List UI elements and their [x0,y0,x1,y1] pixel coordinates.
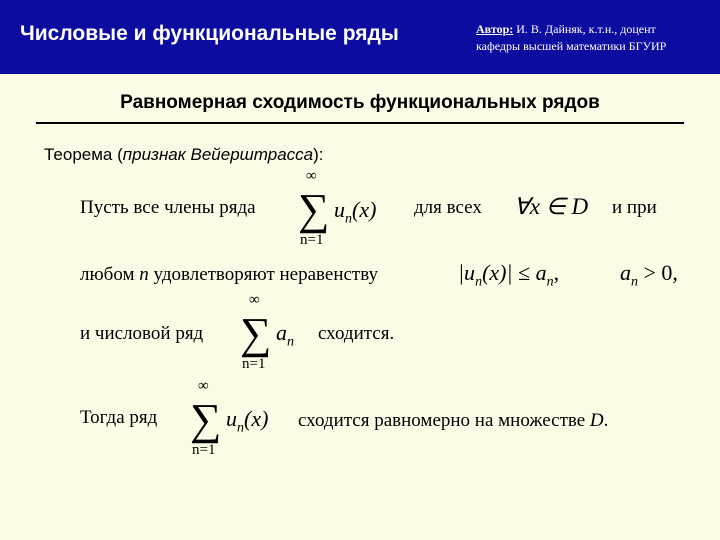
author-line1: И. В. Дайняк, к.т.н., доцент [516,22,656,36]
sum2-upper: ∞ [249,292,260,308]
sum3-sigma: ∑ [190,395,222,444]
theorem-name: признак Вейерштрасса [122,145,314,164]
line1-text-b: для всех [414,197,482,218]
divider-rule [36,122,684,124]
header-title: Числовые и функциональные ряды [20,22,399,45]
line1-text-c: и при [612,197,657,218]
author-label: Автор: [476,22,514,36]
theorem-suffix: ): [313,145,324,164]
sum1-term: $u_n(x)$ [334,197,377,227]
positivity-formula: $a_n > 0$, [620,260,678,290]
header-author [476,21,716,55]
slide-subtitle: Равномерная сходимость функциональных рядов [120,92,600,113]
line2-var: n [139,264,149,285]
sum1-lower: n=1 [300,232,324,248]
theorem-prefix: Теорема ( [44,145,123,164]
author-line2: кафедры высшей математики БГУИР [476,39,667,53]
line4-set: D [589,410,604,431]
line2-text: любом n удовлетворяют неравенству [80,264,379,285]
line1-text-a: Пусть все члены ряда [80,197,256,218]
sum2-sigma: ∑ [240,309,272,358]
forall-formula: ∀x ∈ D [514,194,589,219]
line4-text-a: Тогда ряд [80,407,158,428]
sum3-lower: n=1 [192,442,216,458]
line3-text-a: и числовой ряд [80,323,204,344]
slide-header [0,0,720,74]
sum1-upper: ∞ [306,168,317,184]
sum3-term: $u_n(x)$ [226,406,269,436]
sum2-term: $a_n$ [276,320,294,350]
sum3-upper: ∞ [198,378,209,394]
line4-text-b: сходится равномерно на множестве D. [298,410,609,431]
sum2-lower: n=1 [242,356,266,372]
sum1-sigma: ∑ [298,185,330,234]
line3-text-b: сходится. [318,323,395,344]
inequality-formula: $|u_n(x)| \le a_n$, [458,260,560,290]
theorem-heading [44,145,324,165]
